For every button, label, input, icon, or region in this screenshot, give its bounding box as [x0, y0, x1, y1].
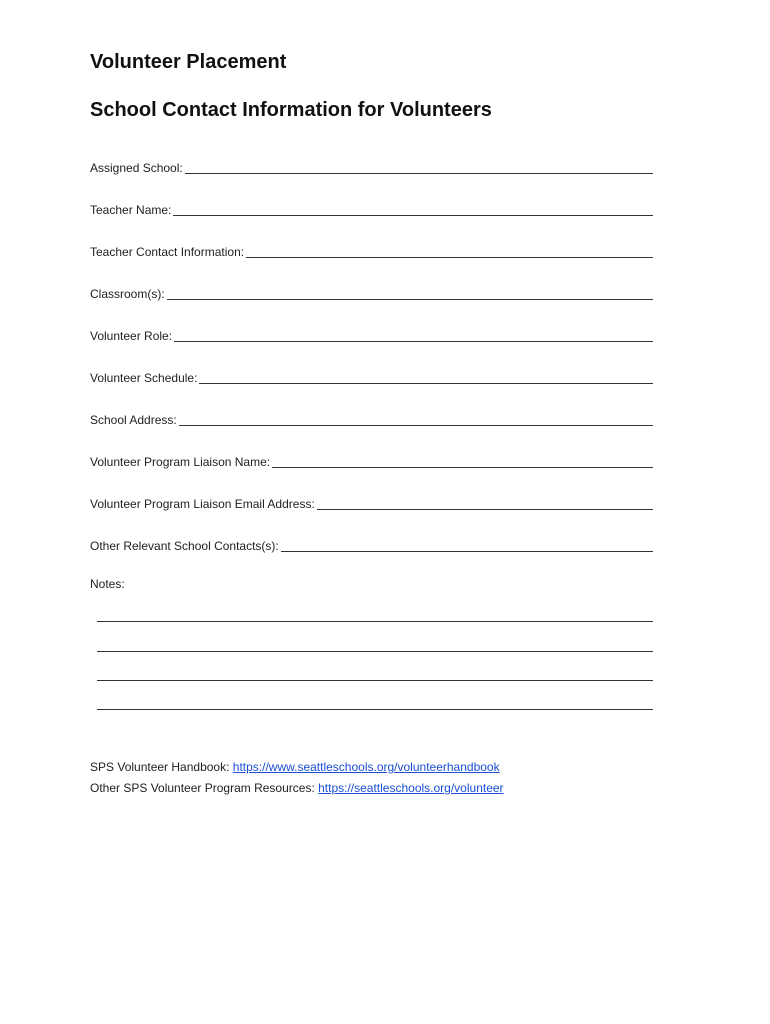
- liaison-name-input[interactable]: [272, 455, 653, 468]
- notes-line-2[interactable]: [97, 637, 653, 652]
- assigned-school-input[interactable]: [185, 161, 653, 174]
- liaison-email-input[interactable]: [317, 497, 653, 510]
- classrooms-input[interactable]: [167, 287, 653, 300]
- field-label: Volunteer Role:: [90, 329, 173, 343]
- field-label: Classroom(s):: [90, 287, 165, 301]
- field-label: Volunteer Schedule:: [90, 371, 198, 385]
- handbook-label: SPS Volunteer Handbook:: [90, 760, 233, 774]
- notes-line-4[interactable]: [97, 695, 653, 710]
- field-volunteer-schedule: [90, 366, 653, 386]
- volunteer-schedule-input[interactable]: [199, 371, 653, 384]
- other-resources: [90, 780, 504, 796]
- field-label: Other Relevant School Contacts(s):: [90, 539, 279, 553]
- other-resources-label: Other SPS Volunteer Program Resources:: [90, 781, 319, 795]
- handbook-resource: [90, 759, 500, 775]
- notes-line-3[interactable]: [97, 666, 653, 681]
- page-subtitle: School Contact Information for Volunteers: [90, 99, 492, 121]
- field-classrooms: [90, 282, 653, 302]
- other-resources-link[interactable]: https://seattleschools.org/volunteer: [318, 781, 504, 795]
- field-label: School Address:: [90, 413, 177, 427]
- field-liaison-email: [90, 492, 653, 512]
- field-label: Volunteer Program Liaison Name:: [90, 455, 271, 469]
- field-label: Volunteer Program Liaison Email Address:: [90, 497, 315, 511]
- field-liaison-name: [90, 450, 653, 470]
- notes-label: Notes:: [90, 577, 125, 591]
- field-school-address: [90, 408, 653, 428]
- handbook-link[interactable]: https://www.seattleschools.org/volunteerhandbook: [232, 760, 500, 774]
- field-label: Teacher Name:: [90, 203, 172, 217]
- volunteer-role-input[interactable]: [174, 329, 653, 342]
- field-other-contacts: [90, 534, 653, 554]
- other-contacts-input[interactable]: [281, 539, 653, 552]
- teacher-contact-input[interactable]: [246, 245, 653, 258]
- field-label: Assigned School:: [90, 161, 183, 175]
- page-title: Volunteer Placement: [90, 51, 287, 73]
- field-assigned-school: [90, 156, 653, 176]
- teacher-name-input[interactable]: [173, 203, 653, 216]
- field-label: Teacher Contact Information:: [90, 245, 245, 259]
- field-teacher-name: [90, 198, 653, 218]
- school-address-input[interactable]: [179, 413, 653, 426]
- field-volunteer-role: [90, 324, 653, 344]
- field-teacher-contact: [90, 240, 653, 260]
- notes-line-1[interactable]: [97, 607, 653, 622]
